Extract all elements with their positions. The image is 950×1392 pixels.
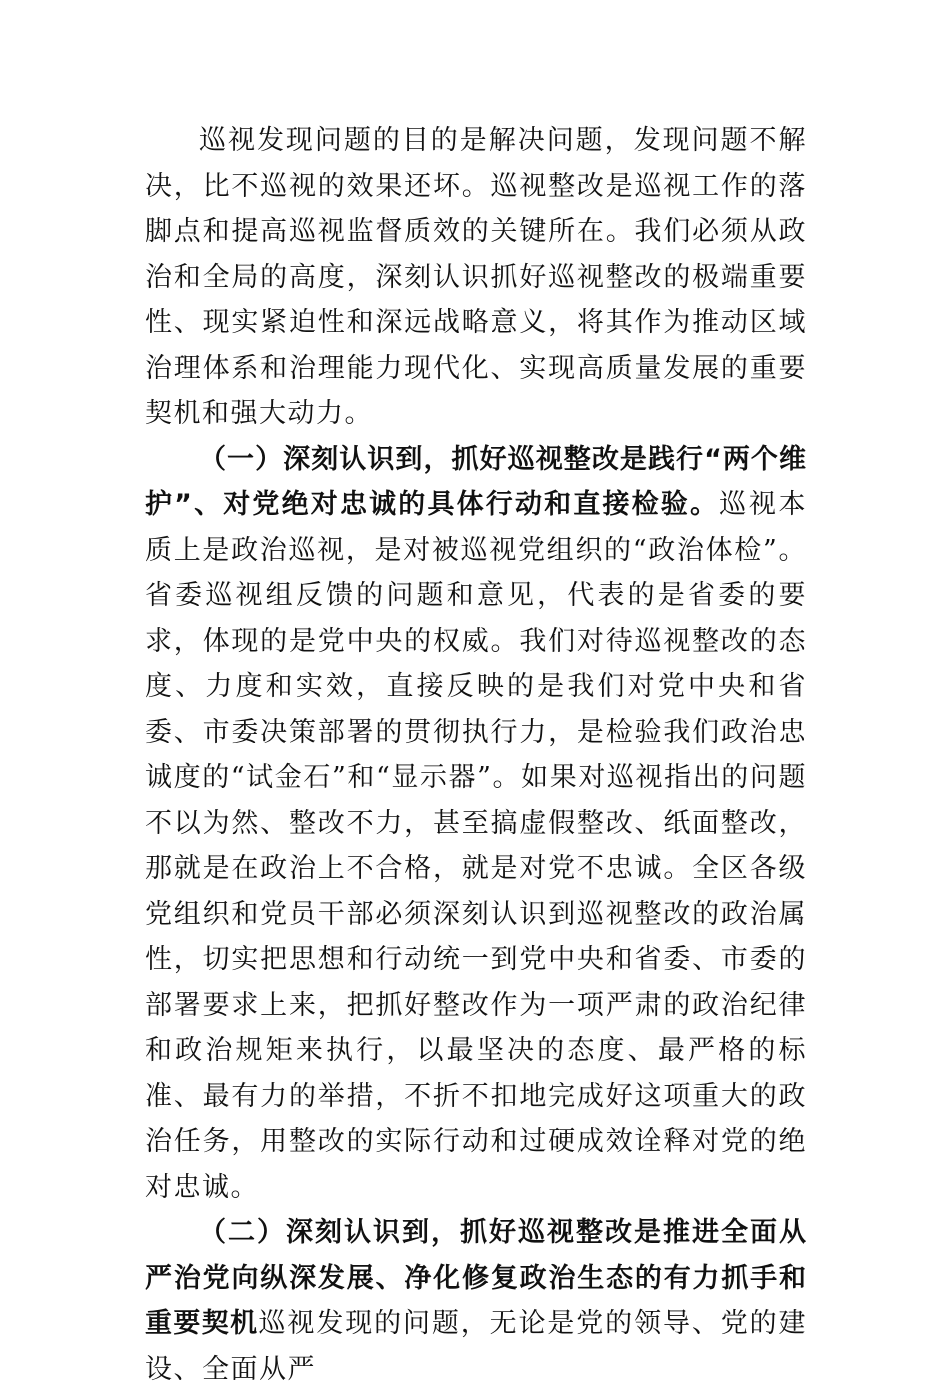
section-2-body: 巡视发现的问题，无论是党的领导、党的建设、全面从严 bbox=[145, 1308, 808, 1385]
section-1-heading: （一）深刻认识到，抓好巡视整改是践行“两个维护”、对党绝对忠诚的具体行动和直接检验。 bbox=[145, 443, 807, 520]
paragraph-intro-body: 巡视发现问题的目的是解决问题，发现问题不解决，比不巡视的效果还坏。巡视整改是巡视工作的落脚点和提高巡视监督质效的关键所在。我们必须从政治和全局的高度，深刻认识抓好巡视整改的极端重要性、现实紧迫性和深远战略意义，将其作为推动区域治理体系和治理能力现代化、实现高质量发展的重要契机和强大动力。 bbox=[145, 125, 807, 429]
paragraph-section-1 bbox=[145, 437, 807, 1211]
section-2-heading: （二）深刻认识到，抓好巡视整改是推进全面从严治党向纵深发展、净化修复政治生态的有力抓手和重要契机 bbox=[145, 1217, 807, 1339]
section-1-body: 巡视本质上是政治巡视，是对被巡视党组织的“政治体检”。省委巡视组反馈的问题和意见，代表的是省委的要求，体现的是党中央的权威。我们对待巡视整改的态度、力度和实效，直接反映的是我们对党中央和省委、市委决策部署的贯彻执行力，是检验我们政治忠诚度的“试金石”和“显示器”。如果对巡视指出的问题不以为然、整改不力，甚至搞虚假整改、纸面整改，那就是在政治上不合格，就是对党不忠诚。全区各级党组织和党员干部必须深刻认识到巡视整改的政治属性，切实把思想和行动统一到党中央和省委、市委的部署要求上来，把抓好整改作为一项严肃的政治纪律和政治规矩来执行，以最坚决的态度、最严格的标准、最有力的举措，不折不扣地完成好这项重大的政治任务，用整改的实际行动和过硬成效诠释对党的绝对忠诚。 bbox=[145, 489, 807, 1203]
paragraph-section-2 bbox=[145, 1210, 807, 1392]
paragraph-intro bbox=[145, 118, 807, 437]
document-body bbox=[145, 118, 807, 1392]
